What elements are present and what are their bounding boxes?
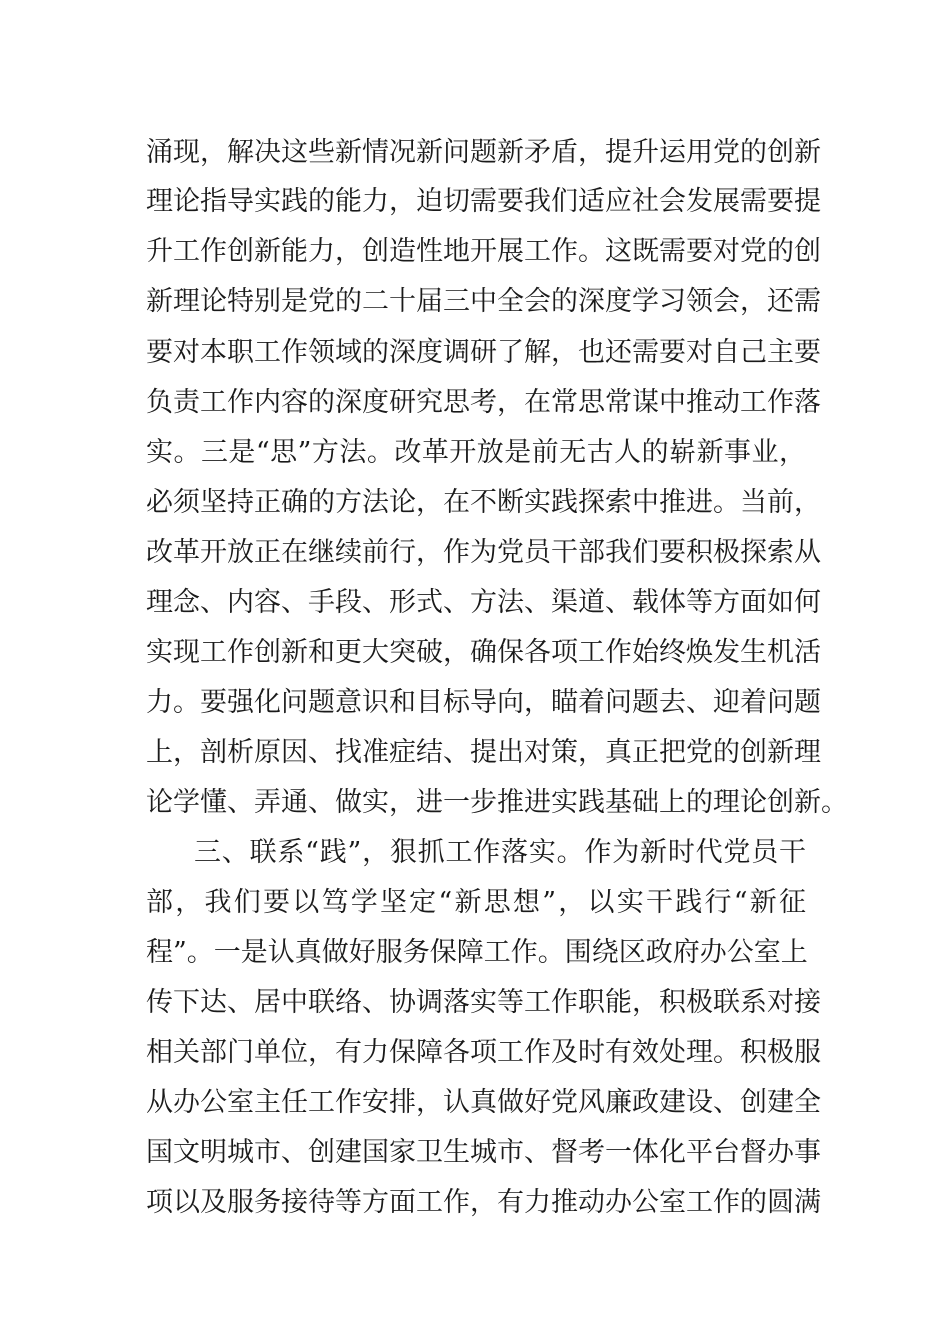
text-line: 改革开放正在继续前行，作为党员干部我们要积极探索从 (146, 537, 821, 568)
section-heading-line: 三、联系“践”，狠抓工作落实。作为新时代党员干 (194, 837, 806, 868)
text-line: 国文明城市、创建国家卫生城市、督考一体化平台督办事 (146, 1137, 821, 1168)
text-line: 力。要强化问题意识和目标导向，瞄着问题去、迎着问题 (146, 687, 821, 718)
text-line: 升工作创新能力，创造性地开展工作。这既需要对党的创 (146, 236, 821, 267)
text-line: 实。三是“思”方法。改革开放是前无古人的崭新事业， (146, 437, 806, 468)
text-line: 部，我们要以笃学坚定“新思想”，以实干践行“新征 (146, 887, 806, 918)
text-line: 程”。一是认真做好服务保障工作。围绕区政府办公室上 (146, 937, 808, 968)
text-line: 涌现，解决这些新情况新问题新矛盾，提升运用党的创新 (146, 137, 821, 168)
text-line: 理念、内容、手段、形式、方法、渠道、载体等方面如何 (146, 587, 821, 618)
text-line: 新理论特别是党的二十届三中全会的深度学习领会，还需 (146, 286, 821, 317)
text-line: 必须坚持正确的方法论，在不断实践探索中推进。当前， (146, 487, 821, 518)
text-line: 项以及服务接待等方面工作，有力推动办公室工作的圆满 (146, 1187, 821, 1218)
text-line: 传下达、居中联络、协调落实等工作职能，积极联系对接 (146, 987, 821, 1018)
text-line: 从办公室主任工作安排，认真做好党风廉政建设、创建全 (146, 1087, 821, 1118)
text-line: 相关部门单位，有力保障各项工作及时有效处理。积极服 (146, 1037, 821, 1068)
text-line: 负责工作内容的深度研究思考，在常思常谋中推动工作落 (146, 387, 821, 418)
text-line: 理论指导实践的能力，迫切需要我们适应社会发展需要提 (146, 186, 821, 217)
text-line: 要对本职工作领域的深度调研了解，也还需要对自己主要 (146, 337, 821, 368)
text-line: 上，剖析原因、找准症结、提出对策，真正把党的创新理 (146, 737, 821, 768)
text-line: 论学懂、弄通、做实，进一步推进实践基础上的理论创新。 (146, 787, 848, 818)
text-line: 实现工作创新和更大突破，确保各项工作始终焕发生机活 (146, 637, 821, 668)
